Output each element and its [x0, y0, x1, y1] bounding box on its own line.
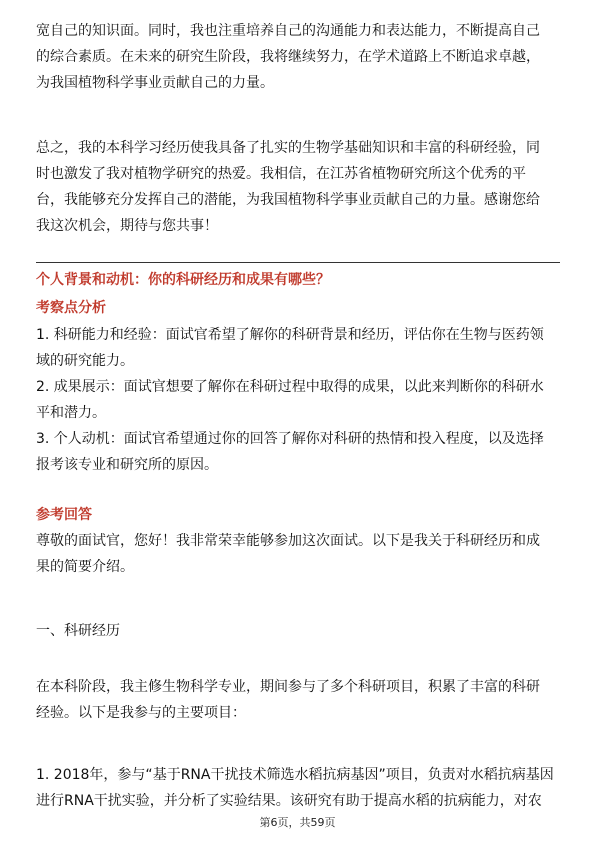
list-item-line: 3. 个人动机：面试官希望通过你的回答了解你对科研的热情和投入程度，以及选择	[36, 431, 544, 447]
text-line: 进行RNA干扰实验，并分析了实验结果。该研究有助于提高水稻的抗病能力，对农	[36, 793, 542, 809]
text-line: 总之，我的本科学习经历使我具备了扎实的生物学基础知识和丰富的科研经验，同	[36, 140, 540, 156]
text-line: 1. 2018年，参与“基于RNA干扰技术筛选水稻抗病基因”项目，负责对水稻抗病基因	[36, 767, 554, 783]
answer-greeting	[36, 528, 560, 580]
question-title: 个人背景和动机：你的科研经历和成果有哪些？	[36, 272, 330, 288]
section-title	[36, 618, 560, 644]
section-divider	[36, 262, 560, 263]
text-line: 台，我能够充分发挥自己的潜能，为我国植物科学事业贡献自己的力量。感谢您给	[36, 192, 540, 208]
list-item-line: 2. 成果展示：面试官想要了解你在科研过程中取得的成果，以此来判断你的科研水	[36, 379, 544, 395]
text-line: 我这次机会，期待与您共事！	[36, 218, 218, 234]
intro-paragraph	[36, 18, 560, 96]
list-item-line: 1. 科研能力和经验：面试官希望了解你的科研背景和经历，评估你在生物与医药领	[36, 327, 544, 343]
text-line: 尊敬的面试官，您好！我非常荣幸能够参加这次面试。以下是我关于科研经历和成	[36, 533, 540, 549]
list-item-line: 平和潜力。	[36, 405, 106, 421]
text-line: 为我国植物科学事业贡献自己的力量。	[36, 75, 274, 91]
conclusion-paragraph	[36, 135, 560, 239]
answer-heading: 参考回答	[36, 507, 92, 523]
analysis-heading: 考察点分析	[36, 300, 106, 316]
text-line: 一、科研经历	[36, 623, 120, 639]
analysis-list	[36, 322, 560, 478]
text-line: 在本科阶段，我主修生物科学专业，期间参与了多个科研项目，积累了丰富的科研	[36, 679, 540, 695]
page-footer: 第6页，共59页	[259, 816, 336, 829]
text-line: 时也激发了我对植物学研究的热爱。我相信，在江苏省植物研究所这个优秀的平	[36, 166, 526, 182]
text-line: 宽自己的知识面。同时，我也注重培养自己的沟通能力和表达能力，不断提高自己	[36, 23, 540, 39]
text-line: 经验。以下是我参与的主要项目：	[36, 705, 246, 721]
list-item-line: 域的研究能力。	[36, 353, 134, 369]
text-line: 的综合素质。在未来的研究生阶段，我将继续努力，在学术道路上不断追求卓越，	[36, 49, 540, 65]
research-summary-paragraph	[36, 674, 560, 726]
project-item	[36, 762, 560, 814]
text-line: 果的简要介绍。	[36, 559, 134, 575]
list-item-line: 报考该专业和研究所的原因。	[36, 457, 218, 473]
